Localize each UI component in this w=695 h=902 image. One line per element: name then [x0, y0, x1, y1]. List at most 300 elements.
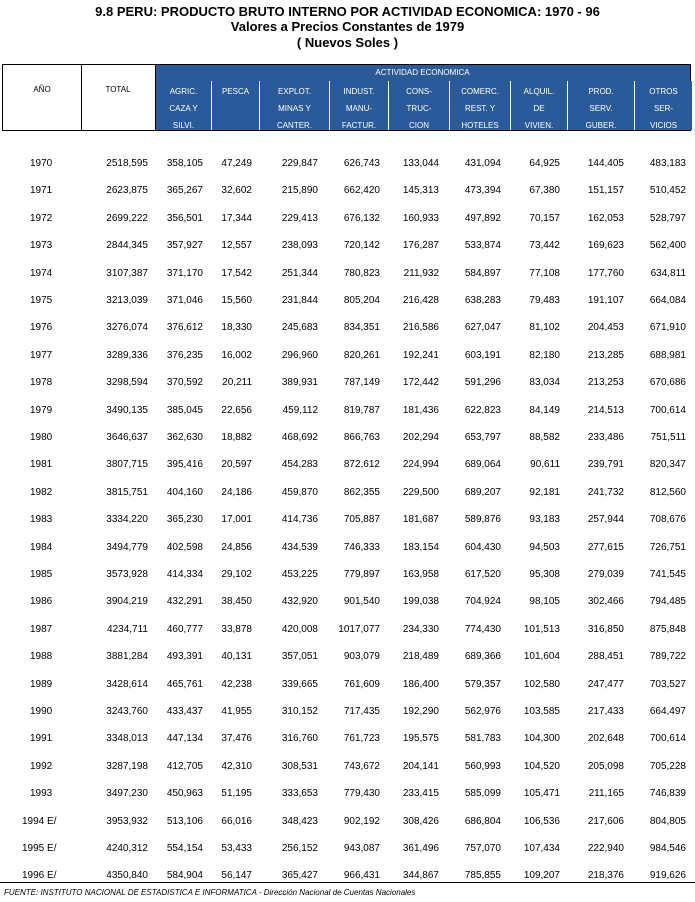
value-cell: 689,207	[464, 487, 501, 498]
sub-column-header	[568, 81, 634, 130]
value-cell: 779,897	[343, 569, 380, 580]
year-cell: 1988	[30, 651, 53, 662]
table-row	[0, 542, 695, 560]
year-header: AÑO	[33, 85, 51, 94]
value-cell: 579,357	[464, 679, 501, 690]
sub-header-line: SILVI.	[172, 121, 195, 130]
value-cell: 38,450	[221, 596, 252, 607]
value-cell: 671,910	[649, 322, 686, 333]
value-cell: 41,955	[221, 706, 252, 717]
year-cell: 1985	[30, 569, 53, 580]
sub-header-line: VICIOS	[649, 121, 678, 130]
value-cell: 56,147	[221, 870, 252, 881]
footer-divider	[0, 882, 695, 883]
value-cell: 101,513	[523, 624, 560, 635]
value-cell: 686,804	[464, 816, 501, 827]
value-cell: 720,142	[343, 240, 380, 251]
value-cell: 151,157	[587, 185, 624, 196]
value-cell: 357,927	[166, 240, 203, 251]
value-cell: 943,087	[343, 843, 380, 854]
value-cell: 389,931	[281, 377, 318, 388]
value-cell: 53,433	[221, 843, 252, 854]
table-row	[0, 843, 695, 861]
value-cell: 432,920	[281, 596, 318, 607]
value-cell: 371,046	[166, 295, 203, 306]
value-cell: 761,609	[343, 679, 380, 690]
value-cell: 3289,336	[106, 350, 148, 361]
year-cell: 1977	[30, 350, 53, 361]
table-row	[0, 185, 695, 203]
table-row	[0, 679, 695, 697]
value-cell: 3287,198	[106, 761, 148, 772]
value-cell: 204,141	[402, 761, 439, 772]
value-cell: 214,513	[587, 405, 624, 416]
sub-header-line: PROD.	[588, 87, 614, 96]
value-cell: 133,044	[402, 158, 439, 169]
value-cell: 866,763	[343, 432, 380, 443]
value-cell: 109,207	[523, 870, 560, 881]
value-cell: 67,380	[529, 185, 560, 196]
value-cell: 32,602	[221, 185, 252, 196]
sub-header-line: DE	[533, 104, 545, 113]
sub-header-line: INDUST.	[343, 87, 375, 96]
table-row	[0, 788, 695, 806]
value-cell: 3276,074	[106, 322, 148, 333]
value-cell: 104,520	[523, 761, 560, 772]
value-cell: 256,152	[281, 843, 318, 854]
value-cell: 812,560	[649, 487, 686, 498]
value-cell: 433,437	[166, 706, 203, 717]
sub-header-line: SERV.	[589, 104, 613, 113]
value-cell: 357,051	[281, 651, 318, 662]
year-cell: 1987	[30, 624, 53, 635]
value-cell: 186,400	[402, 679, 439, 690]
value-cell: 195,575	[402, 733, 439, 744]
value-cell: 18,882	[221, 432, 252, 443]
value-cell: 4234,711	[107, 624, 148, 635]
value-cell: 229,847	[281, 158, 318, 169]
page-subtitle: Valores a Precios Constantes de 1979	[230, 19, 465, 34]
year-cell: 1972	[30, 213, 53, 224]
sub-column-header	[260, 81, 329, 130]
value-cell: 3881,284	[106, 651, 148, 662]
value-cell: 213,253	[587, 377, 624, 388]
value-cell: 872,612	[343, 459, 380, 470]
year-cell: 1976	[30, 322, 53, 333]
value-cell: 585,099	[464, 788, 501, 799]
value-cell: 483,183	[649, 158, 686, 169]
value-cell: 106,536	[523, 816, 560, 827]
value-cell: 3107,387	[106, 268, 148, 279]
value-cell: 819,787	[343, 405, 380, 416]
value-cell: 98,105	[529, 596, 560, 607]
column-divider	[155, 65, 156, 130]
value-cell: 414,736	[281, 514, 318, 525]
value-cell: 875,848	[649, 624, 686, 635]
value-cell: 216,428	[402, 295, 439, 306]
value-cell: 717,435	[343, 706, 380, 717]
value-cell: 3334,220	[106, 514, 148, 525]
year-cell: 1970	[30, 158, 53, 169]
value-cell: 308,426	[402, 816, 439, 827]
sub-column-header	[212, 81, 259, 130]
value-cell: 12,557	[221, 240, 252, 251]
value-cell: 218,376	[587, 870, 624, 881]
value-cell: 70,157	[529, 213, 560, 224]
value-cell: 2623,875	[106, 185, 148, 196]
value-cell: 626,743	[343, 158, 380, 169]
value-cell: 787,149	[343, 377, 380, 388]
table-row	[0, 295, 695, 313]
value-cell: 376,612	[166, 322, 203, 333]
value-cell: 231,844	[281, 295, 318, 306]
sub-header-line: CION	[409, 121, 429, 130]
total-header: TOTAL	[105, 85, 131, 94]
year-cell: 1974	[30, 268, 53, 279]
year-cell: 1980	[30, 432, 53, 443]
value-cell: 2518,595	[106, 158, 148, 169]
value-cell: 1017,077	[338, 624, 380, 635]
value-cell: 42,238	[221, 679, 252, 690]
table-row	[0, 816, 695, 834]
value-cell: 257,944	[587, 514, 624, 525]
table-row	[0, 322, 695, 340]
value-cell: 746,333	[343, 542, 380, 553]
table-row	[0, 487, 695, 505]
value-cell: 310,152	[281, 706, 318, 717]
value-cell: 216,586	[402, 322, 439, 333]
table-row	[0, 624, 695, 642]
value-cell: 88,582	[529, 432, 560, 443]
year-cell: 1992	[30, 761, 53, 772]
value-cell: 3815,751	[106, 487, 148, 498]
value-cell: 82,180	[529, 350, 560, 361]
value-cell: 84,149	[529, 405, 560, 416]
value-cell: 204,453	[587, 322, 624, 333]
value-cell: 385,045	[166, 405, 203, 416]
value-cell: 513,106	[166, 816, 203, 827]
value-cell: 162,053	[587, 213, 624, 224]
value-cell: 103,585	[523, 706, 560, 717]
value-cell: 533,874	[464, 240, 501, 251]
value-cell: 199,038	[402, 596, 439, 607]
value-cell: 584,904	[166, 870, 203, 881]
value-cell: 700,614	[649, 733, 686, 744]
year-cell: 1986	[30, 596, 53, 607]
value-cell: 820,347	[649, 459, 686, 470]
source-note: FUENTE: INSTITUTO NACIONAL DE ESTADISTICA E INFORMATICA - Dirección Nacional de Cuentas Nacionales	[4, 888, 416, 897]
value-cell: 402,598	[166, 542, 203, 553]
table-row	[0, 569, 695, 587]
value-cell: 789,722	[649, 651, 686, 662]
value-cell: 302,466	[587, 596, 624, 607]
value-cell: 79,483	[529, 295, 560, 306]
value-cell: 233,486	[587, 432, 624, 443]
value-cell: 751,511	[650, 432, 686, 443]
value-cell: 20,597	[221, 459, 252, 470]
value-cell: 3213,039	[106, 295, 148, 306]
value-cell: 183,154	[402, 542, 439, 553]
year-cell: 1983	[30, 514, 53, 525]
value-cell: 365,230	[166, 514, 203, 525]
value-cell: 64,925	[529, 158, 560, 169]
value-cell: 215,890	[281, 185, 318, 196]
value-cell: 919,626	[649, 870, 686, 881]
year-cell: 1981	[30, 459, 53, 470]
value-cell: 805,204	[343, 295, 380, 306]
value-cell: 224,994	[402, 459, 439, 470]
value-cell: 2844,345	[106, 240, 148, 251]
value-cell: 205,098	[587, 761, 624, 772]
unit-note: ( Nuevos Soles )	[296, 35, 399, 50]
value-cell: 316,850	[587, 624, 624, 635]
value-cell: 420,008	[281, 624, 318, 635]
value-cell: 376,235	[166, 350, 203, 361]
sub-header-line: AGRIC.	[169, 87, 198, 96]
value-cell: 454,283	[281, 459, 318, 470]
sub-column-header	[511, 81, 567, 130]
value-cell: 984,546	[649, 843, 686, 854]
value-cell: 3428,614	[106, 679, 148, 690]
value-cell: 163,958	[402, 569, 439, 580]
value-cell: 17,542	[221, 268, 252, 279]
value-cell: 181,687	[402, 514, 439, 525]
year-cell: 1990	[30, 706, 53, 717]
value-cell: 560,993	[464, 761, 501, 772]
value-cell: 493,391	[166, 651, 203, 662]
value-cell: 20,211	[222, 377, 252, 388]
value-cell: 17,001	[221, 514, 252, 525]
value-cell: 361,496	[402, 843, 439, 854]
value-cell: 705,228	[649, 761, 686, 772]
value-cell: 617,520	[464, 569, 501, 580]
value-cell: 434,539	[281, 542, 318, 553]
sub-header-line: CAZA Y	[169, 104, 198, 113]
value-cell: 105,471	[523, 788, 560, 799]
value-cell: 217,433	[587, 706, 624, 717]
sub-header-line: ALQUIL.	[523, 87, 555, 96]
sub-header-line: MINAS Y	[278, 104, 311, 113]
value-cell: 638,283	[464, 295, 501, 306]
value-cell: 181,436	[402, 405, 439, 416]
value-cell: 689,366	[464, 651, 501, 662]
value-cell: 365,427	[281, 870, 318, 881]
value-cell: 3953,932	[106, 816, 148, 827]
table-row	[0, 761, 695, 779]
value-cell: 177,760	[587, 268, 624, 279]
value-cell: 450,963	[166, 788, 203, 799]
value-cell: 404,160	[166, 487, 203, 498]
value-cell: 670,686	[649, 377, 686, 388]
value-cell: 348,423	[281, 816, 318, 827]
value-cell: 902,192	[343, 816, 380, 827]
value-cell: 233,415	[402, 788, 439, 799]
value-cell: 705,887	[343, 514, 380, 525]
value-cell: 497,892	[464, 213, 501, 224]
value-cell: 554,154	[166, 843, 203, 854]
table-row	[0, 240, 695, 258]
value-cell: 16,002	[221, 350, 252, 361]
sub-header-line: HOTELES	[461, 121, 499, 130]
value-cell: 365,267	[166, 185, 203, 196]
sub-header-line: PESCA	[221, 87, 250, 96]
value-cell: 51,195	[221, 788, 252, 799]
value-cell: 229,413	[281, 213, 318, 224]
value-cell: 102,580	[523, 679, 560, 690]
value-cell: 4350,840	[106, 870, 148, 881]
value-cell: 15,560	[221, 295, 252, 306]
value-cell: 213,285	[587, 350, 624, 361]
year-cell: 1984	[30, 542, 53, 553]
value-cell: 94,503	[529, 542, 560, 553]
value-cell: 217,606	[587, 816, 624, 827]
value-cell: 3646,637	[106, 432, 148, 443]
sub-header-line: VIVIEN.	[524, 121, 554, 130]
value-cell: 395,416	[166, 459, 203, 470]
value-cell: 746,839	[649, 788, 686, 799]
value-cell: 47,249	[221, 158, 252, 169]
value-cell: 90,611	[530, 459, 560, 470]
year-cell: 1979	[30, 405, 53, 416]
value-cell: 192,241	[402, 350, 439, 361]
value-cell: 333,653	[281, 788, 318, 799]
value-cell: 296,960	[281, 350, 318, 361]
value-cell: 238,093	[281, 240, 318, 251]
value-cell: 101,604	[523, 651, 560, 662]
value-cell: 591,296	[464, 377, 501, 388]
value-cell: 757,070	[464, 843, 501, 854]
value-cell: 779,430	[343, 788, 380, 799]
year-cell: 1993	[30, 788, 53, 799]
value-cell: 3904,219	[106, 596, 148, 607]
year-cell: 1975	[30, 295, 53, 306]
value-cell: 581,783	[464, 733, 501, 744]
value-cell: 414,334	[166, 569, 203, 580]
value-cell: 664,084	[649, 295, 686, 306]
value-cell: 3494,779	[106, 542, 148, 553]
value-cell: 169,623	[587, 240, 624, 251]
table-row	[0, 158, 695, 176]
value-cell: 966,431	[343, 870, 380, 881]
value-cell: 459,870	[281, 487, 318, 498]
value-cell: 473,394	[464, 185, 501, 196]
value-cell: 804,805	[649, 816, 686, 827]
value-cell: 3490,135	[106, 405, 148, 416]
value-cell: 339,665	[281, 679, 318, 690]
value-cell: 222,940	[587, 843, 624, 854]
value-cell: 245,683	[281, 322, 318, 333]
value-cell: 229,500	[402, 487, 439, 498]
value-cell: 251,344	[281, 268, 318, 279]
year-cell: 1982	[30, 487, 53, 498]
value-cell: 785,855	[464, 870, 501, 881]
value-cell: 358,105	[166, 158, 203, 169]
value-cell: 356,501	[166, 213, 203, 224]
value-cell: 66,016	[221, 816, 252, 827]
value-cell: 603,191	[464, 350, 501, 361]
value-cell: 704,924	[464, 596, 501, 607]
value-cell: 447,134	[166, 733, 203, 744]
value-cell: 761,723	[343, 733, 380, 744]
sub-header-line: EXPLOT.	[278, 87, 311, 96]
value-cell: 700,614	[649, 405, 686, 416]
page-title: 9.8 PERU: PRODUCTO BRUTO INTERNO POR ACTIVIDAD ECONOMICA: 1970 - 96	[95, 4, 600, 19]
value-cell: 460,777	[166, 624, 203, 635]
table-row	[0, 459, 695, 477]
sub-header-line: FACTUR.	[341, 121, 377, 130]
sub-header-line: SER-	[653, 104, 674, 113]
value-cell: 562,976	[464, 706, 501, 717]
value-cell: 279,039	[587, 569, 624, 580]
value-cell: 37,476	[221, 733, 252, 744]
value-cell: 73,442	[529, 240, 560, 251]
value-cell: 24,186	[221, 487, 252, 498]
sub-column-header	[156, 81, 211, 130]
value-cell: 370,592	[166, 377, 203, 388]
value-cell: 743,672	[343, 761, 380, 772]
value-cell: 83,034	[529, 377, 560, 388]
value-cell: 3807,715	[106, 459, 148, 470]
sub-column-header	[635, 81, 692, 130]
value-cell: 862,355	[343, 487, 380, 498]
value-cell: 459,112	[282, 405, 318, 416]
year-cell: 1996 E/	[22, 870, 57, 881]
sub-header-line: CANTER.	[276, 121, 313, 130]
value-cell: 901,540	[343, 596, 380, 607]
year-cell: 1989	[30, 679, 53, 690]
sub-header-line: REST. Y	[464, 104, 496, 113]
table-row	[0, 596, 695, 614]
value-cell: 4240,312	[106, 843, 148, 854]
value-cell: 431,094	[464, 158, 501, 169]
sub-header-line: OTROS	[649, 87, 678, 96]
value-cell: 202,648	[587, 733, 624, 744]
value-cell: 211,932	[403, 268, 439, 279]
value-cell: 211,165	[588, 788, 624, 799]
value-cell: 93,183	[529, 514, 560, 525]
column-divider	[81, 65, 82, 130]
sub-column-header	[330, 81, 388, 130]
value-cell: 202,294	[402, 432, 439, 443]
value-cell: 241,732	[587, 487, 624, 498]
value-cell: 92,181	[529, 487, 560, 498]
value-cell: 432,291	[166, 596, 203, 607]
value-cell: 3243,760	[106, 706, 148, 717]
value-cell: 81,102	[529, 322, 560, 333]
table-row	[0, 268, 695, 286]
sub-column-header	[450, 81, 510, 130]
value-cell: 3298,594	[106, 377, 148, 388]
value-cell: 741,545	[649, 569, 686, 580]
table-header	[2, 64, 691, 131]
year-cell: 1978	[30, 377, 53, 388]
year-cell: 1994 E/	[22, 816, 57, 827]
value-cell: 622,823	[464, 405, 501, 416]
value-cell: 29,102	[221, 569, 252, 580]
value-cell: 247,477	[587, 679, 624, 690]
value-cell: 468,692	[281, 432, 318, 443]
table-row	[0, 870, 695, 888]
sub-header-line: GUBER.	[585, 121, 617, 130]
value-cell: 562,400	[649, 240, 686, 251]
value-cell: 664,497	[649, 706, 686, 717]
value-cell: 239,791	[587, 459, 624, 470]
table-row	[0, 706, 695, 724]
table-row	[0, 651, 695, 669]
value-cell: 627,047	[464, 322, 501, 333]
year-cell: 1973	[30, 240, 53, 251]
value-cell: 453,225	[281, 569, 318, 580]
